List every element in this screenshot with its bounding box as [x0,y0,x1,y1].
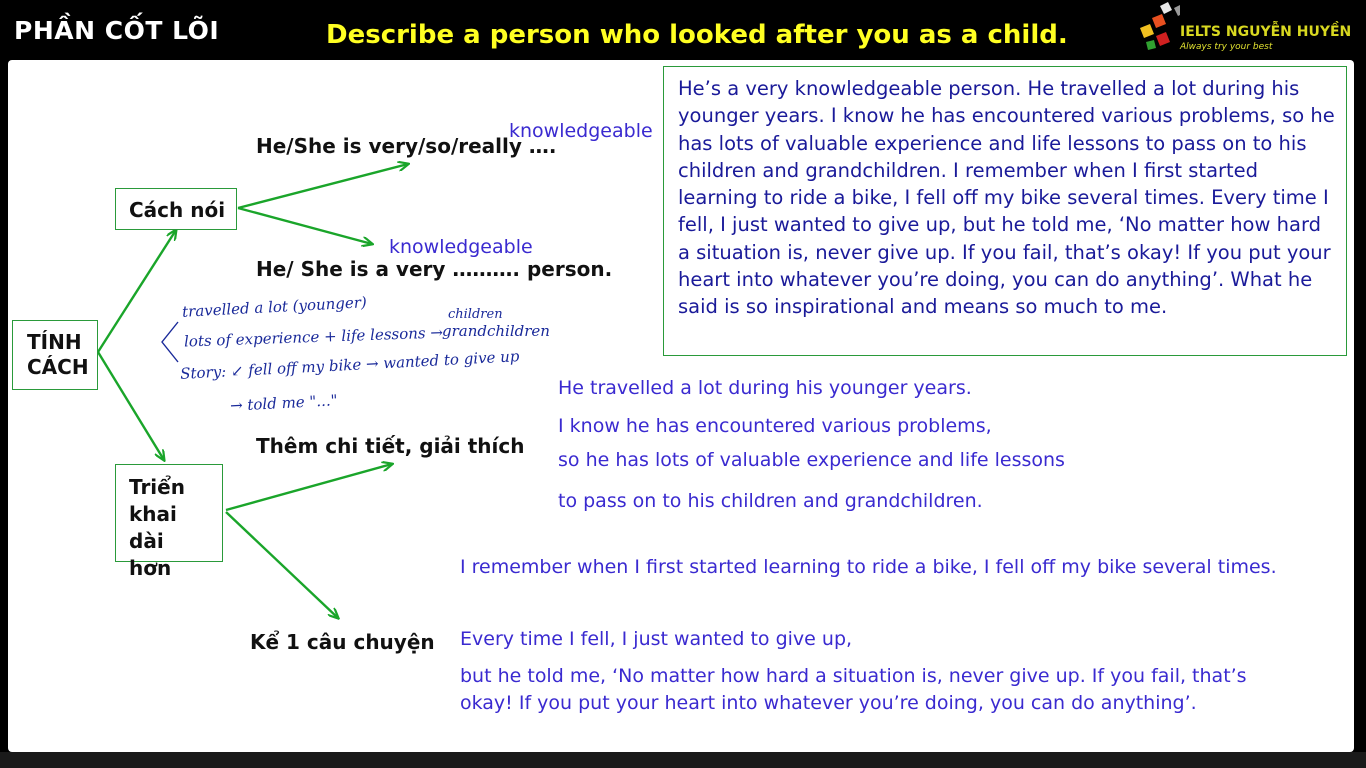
detail-line-4: to pass on to his children and grandchildren. [558,490,983,512]
story-line-1: I remember when I first started learning to ride a bike, I fell off my bike several times. [460,556,1277,578]
tell-story-label: Kể 1 câu chuyện [250,630,435,654]
detail-line-3: so he has lots of valuable experience and life lessons [558,449,1065,471]
hand-bracket [162,322,178,362]
root-box [12,320,98,390]
phrase-2: He/ She is a very ………. person. [256,257,613,281]
add-details-label: Thêm chi tiết, giải thích [256,434,525,458]
page-title: Describe a person who looked after you as a child. [326,20,1068,50]
phrase-1: He/She is very/so/really …. [256,134,557,158]
section-label: PHẦN CỐT LÕI [14,16,220,45]
root-label: TÍNH CÁCH [27,330,89,379]
note-line-4: → told me "..." [229,391,338,415]
detail-line-2: I know he has encountered various problems, [558,415,992,437]
story-line-2: Every time I fell, I just wanted to give up, [460,628,853,650]
branch-expand-box [115,464,223,580]
arrow-root-to-expand [98,352,164,460]
note-line-2-target: grandchildren [442,322,550,340]
note-line-2: lots of experience + life lessons → [183,323,444,351]
branch-expand-label: Triển khai dài hơn [129,475,185,580]
logo-slogan: Always try your best [1180,42,1273,52]
phrase-1-fill: knowledgeable [509,120,653,142]
arrow-to-phrase-1 [238,164,408,208]
arrow-root-to-speaking [98,230,176,352]
full-answer-box [663,66,1347,356]
arrow-to-phrase-2 [238,208,372,244]
phrase-2-fill: knowledgeable [389,236,533,258]
logo-name: IELTS NGUYỄN HUYỀN [1180,24,1352,40]
note-line-1: travelled a lot (younger) [181,293,368,321]
note-line-2-target-top: children [448,307,503,322]
note-line-3: Story: ↙ fell off my bike → wanted to give up [179,347,520,383]
branch-speaking-label: Cách nói [129,198,226,222]
detail-line-1: He travelled a lot during his younger years. [558,377,972,399]
full-answer-text: He’s a very knowledgeable person. He travelled a lot during his younger years. I know he has encountered various problems, so he has lots of valuable experience and life lessons to pass on to his children and grandchildren. I remember when I first started learning to ride a bike, I fell off my bike several times. Every time I fell, I just wanted to give up, but he told me, ‘No matter how hard a situation is, never give up. If you fail, that’s okay! If you put your heart into whatever you’re doing, you can do anything’. What he said is so inspirational and means so much to me. [678,77,1335,319]
arrow-to-story [226,512,338,618]
story-line-3: but he told me, ‘No matter how hard a situation is, never give up. If you fail, that’s okay! If you put your heart into whatever you’re doing, you can do anything’. [460,665,1247,714]
arrow-to-details [226,464,392,510]
branch-speaking-box [115,188,237,230]
